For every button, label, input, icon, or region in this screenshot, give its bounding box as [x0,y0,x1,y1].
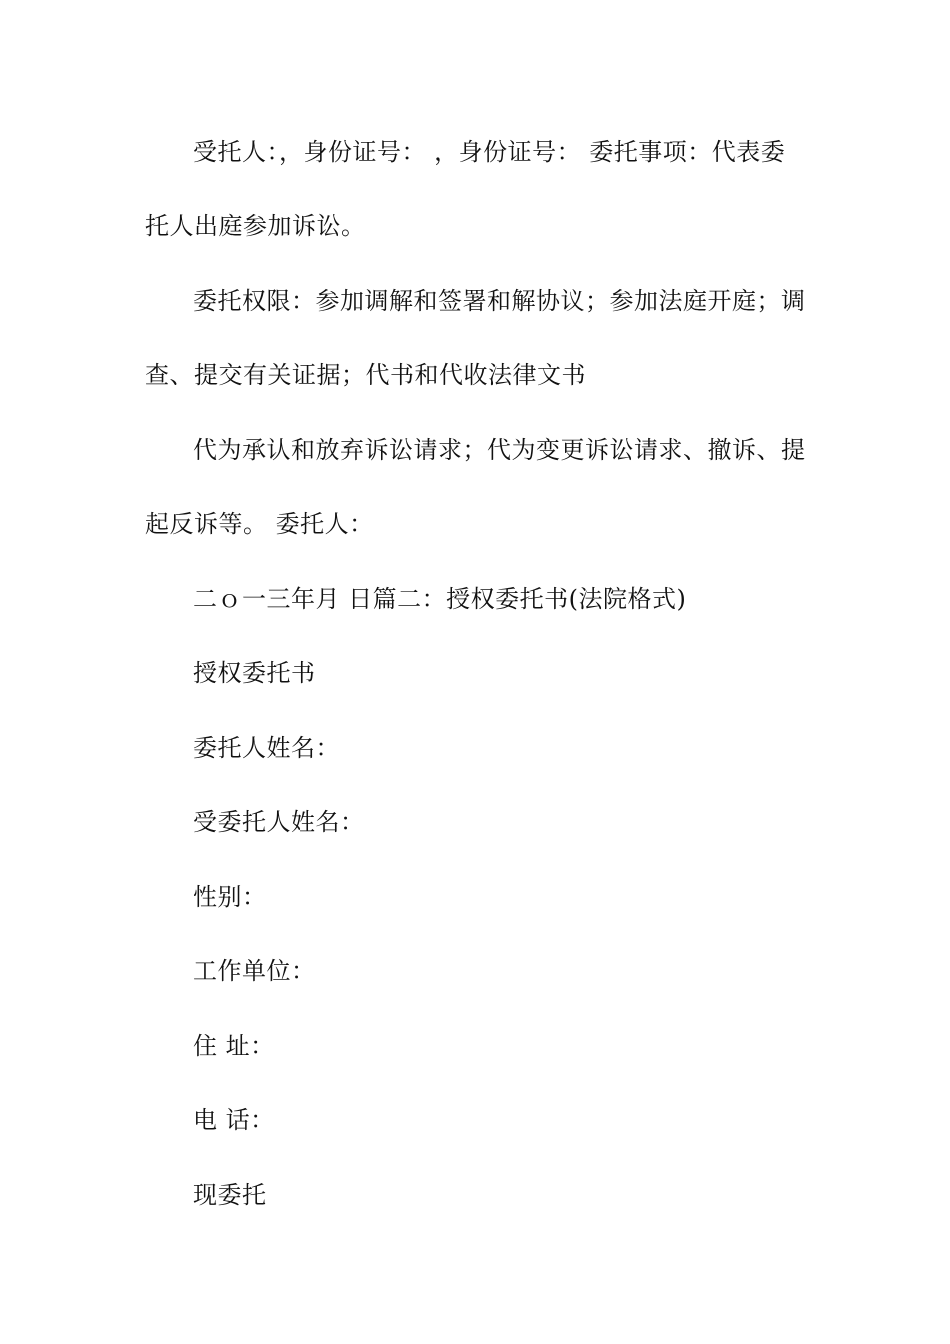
paragraph-line-2: 托人出庭参加诉讼。 [145,212,366,240]
paragraph-line-5: 代为承认和放弃诉讼请求；代为变更诉讼请求、撤诉、提 [193,436,806,464]
paragraph-line-7: 二ｏ一三年月 日篇二：授权委托书(法院格式) [193,585,687,613]
field-gender: 性别： [193,883,267,911]
paragraph-line-3: 委托权限：参加调解和签署和解协议；参加法庭开庭；调 [193,287,806,315]
section-title: 授权委托书 [193,659,316,687]
paragraph-line-last: 现委托 [193,1181,267,1209]
field-address: 住 址： [193,1032,275,1060]
paragraph-line-1: 受托人：，身份证号： ，身份证号： 委托事项：代表委 [193,138,786,166]
field-work-unit: 工作单位： [193,957,316,985]
paragraph-line-4: 查、提交有关证据；代书和代收法律文书 [145,361,586,389]
paragraph-line-6: 起反诉等。 委托人： [145,510,374,538]
field-agent-name: 受委托人姓名： [193,808,365,836]
field-principal-name: 委托人姓名： [193,734,340,762]
field-phone: 电 话： [193,1106,275,1134]
